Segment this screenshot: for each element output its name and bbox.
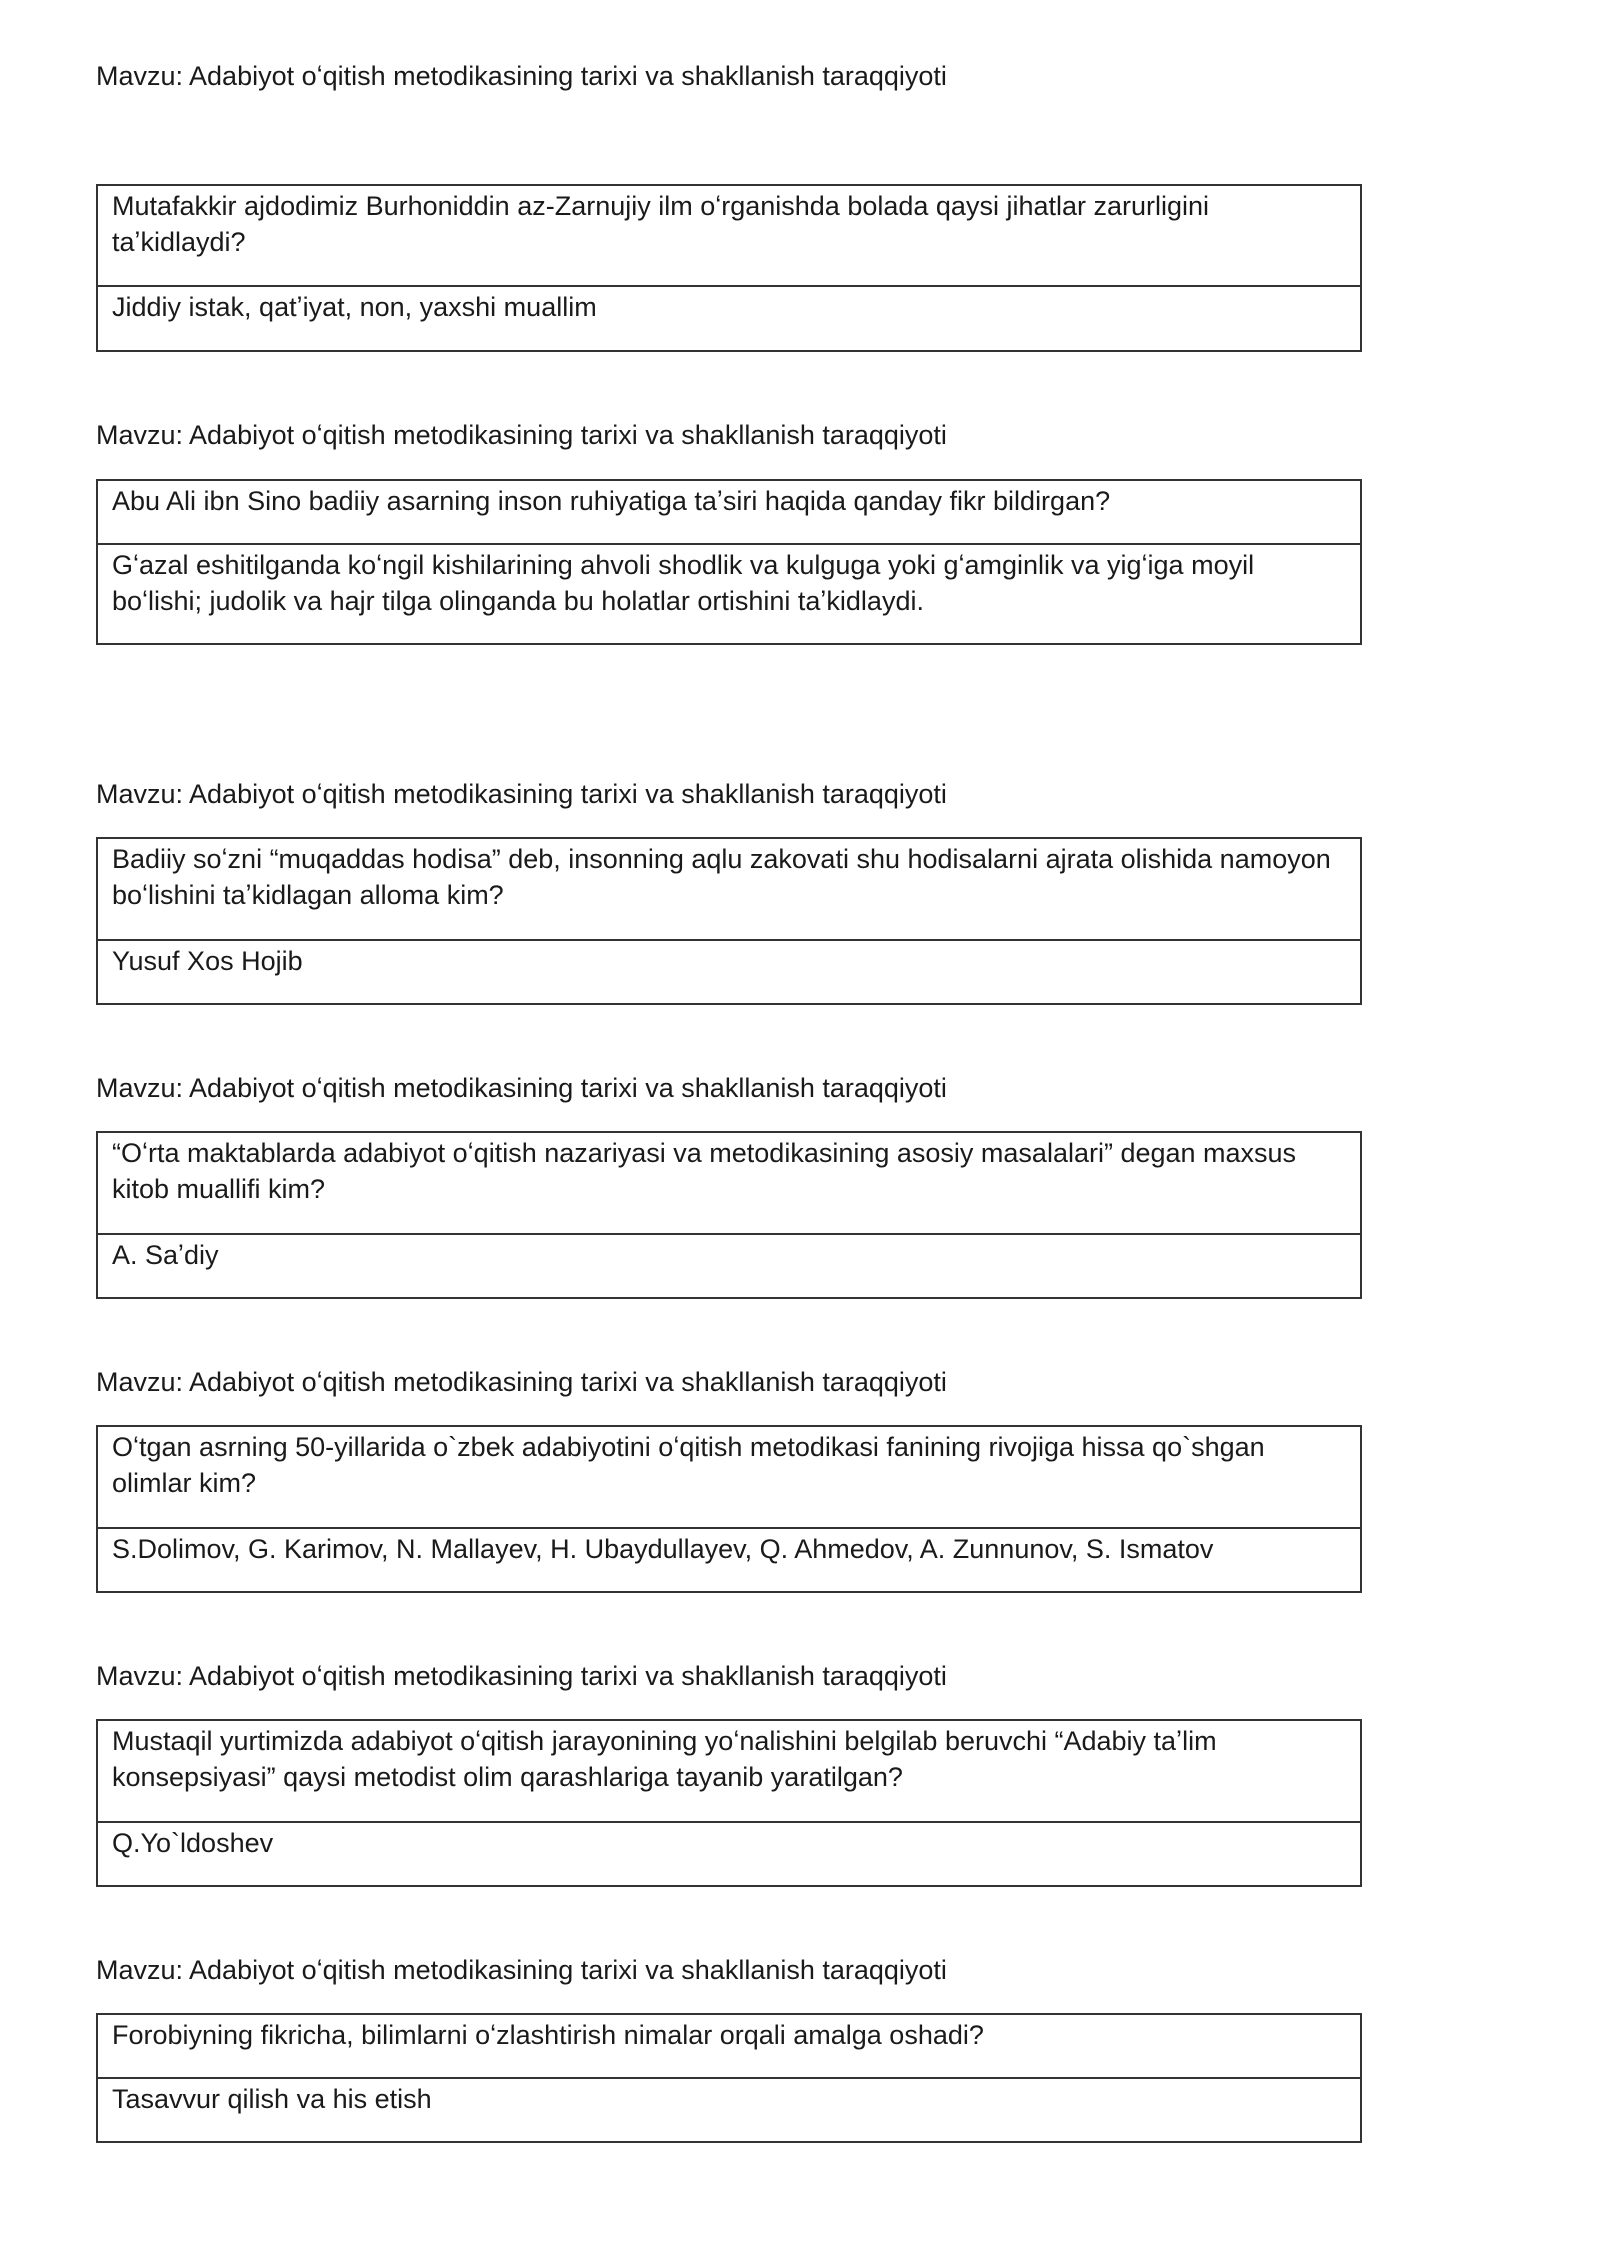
question-cell: Abu Ali ibn Sino badiiy asarning inson ruhiyatiga taʼsiri haqida qanday fikr bildirgan? [98, 481, 1360, 545]
answer-cell: Yusuf Xos Hojib [112, 946, 303, 976]
question-cell: Mustaqil yurtimizda adabiyot oʻqitish jarayonining yoʻnalishini belgilab beruvchi “Adabiy taʼlim konsepsiyasi” qaysi metodist olim qarashlariga tayanib yaratilgan? [98, 1721, 1360, 1823]
qa-table [96, 2013, 1362, 2143]
topic-heading: Mavzu: Adabiyot oʻqitish metodikasining tarixi va shakllanish taraqqiyoti [96, 779, 947, 809]
answer-cell: S.Dolimov, G. Karimov, N. Mallayev, H. Ubaydullayev, Q. Ahmedov, A. Zunnunov, S. Ismatov [112, 1534, 1214, 1564]
qa-table [96, 1425, 1362, 1593]
topic-heading: Mavzu: Adabiyot oʻqitish metodikasining tarixi va shakllanish taraqqiyoti [96, 1661, 947, 1691]
question-cell: “Oʻrta maktablarda adabiyot oʻqitish nazariyasi va metodikasining asosiy masalalari” degan maxsus kitob muallifi kim? [98, 1133, 1360, 1235]
qa-table [96, 1719, 1362, 1887]
topic-heading: Mavzu: Adabiyot oʻqitish metodikasining tarixi va shakllanish taraqqiyoti [96, 420, 947, 450]
qa-table [96, 479, 1362, 645]
answer-cell: Tasavvur qilish va his etish [112, 2084, 432, 2114]
question-cell: Badiiy soʻzni “muqaddas hodisa” deb, insonning aqlu zakovati shu hodisalarni ajrata olishida namoyon boʻlishini taʼkidlagan alloma kim? [98, 839, 1360, 941]
topic-heading: Mavzu: Adabiyot oʻqitish metodikasining tarixi va shakllanish taraqqiyoti [96, 1073, 947, 1103]
qa-table [96, 837, 1362, 1005]
topic-heading: Mavzu: Adabiyot oʻqitish metodikasining tarixi va shakllanish taraqqiyoti [96, 1955, 947, 1985]
question-cell: Mutafakkir ajdodimiz Burhoniddin az-Zarnujiy ilm oʻrganishda bolada qaysi jihatlar zarurligini taʼkidlaydi? [98, 186, 1360, 287]
answer-cell: A. Saʼdiy [112, 1240, 219, 1270]
answer-cell: Q.Yo`ldoshev [112, 1828, 274, 1858]
topic-heading: Mavzu: Adabiyot oʻqitish metodikasining tarixi va shakllanish taraqqiyoti [96, 1367, 947, 1397]
qa-table [96, 184, 1362, 352]
question-cell: Oʻtgan asrning 50-yillarida o`zbek adabiyotini oʻqitish metodikasi fanining rivojiga hissa qo`shgan olimlar kim? [98, 1427, 1360, 1529]
topic-heading: Mavzu: Adabiyot oʻqitish metodikasining tarixi va shakllanish taraqqiyoti [96, 61, 947, 91]
answer-cell: Jiddiy istak, qatʼiyat, non, yaxshi muallim [112, 292, 597, 322]
question-cell: Forobiyning fikricha, bilimlarni oʻzlashtirish nimalar orqali amalga oshadi? [98, 2015, 1360, 2079]
qa-table [96, 1131, 1362, 1299]
answer-cell: Gʻazal eshitilganda koʻngil kishilarining ahvoli shodlik va kulguga yoki gʻamginlik va yigʻiga moyil boʻlishi; judolik va hajr tilga olinganda bu holatlar ortishini taʼkidlaydi. [112, 550, 1255, 616]
